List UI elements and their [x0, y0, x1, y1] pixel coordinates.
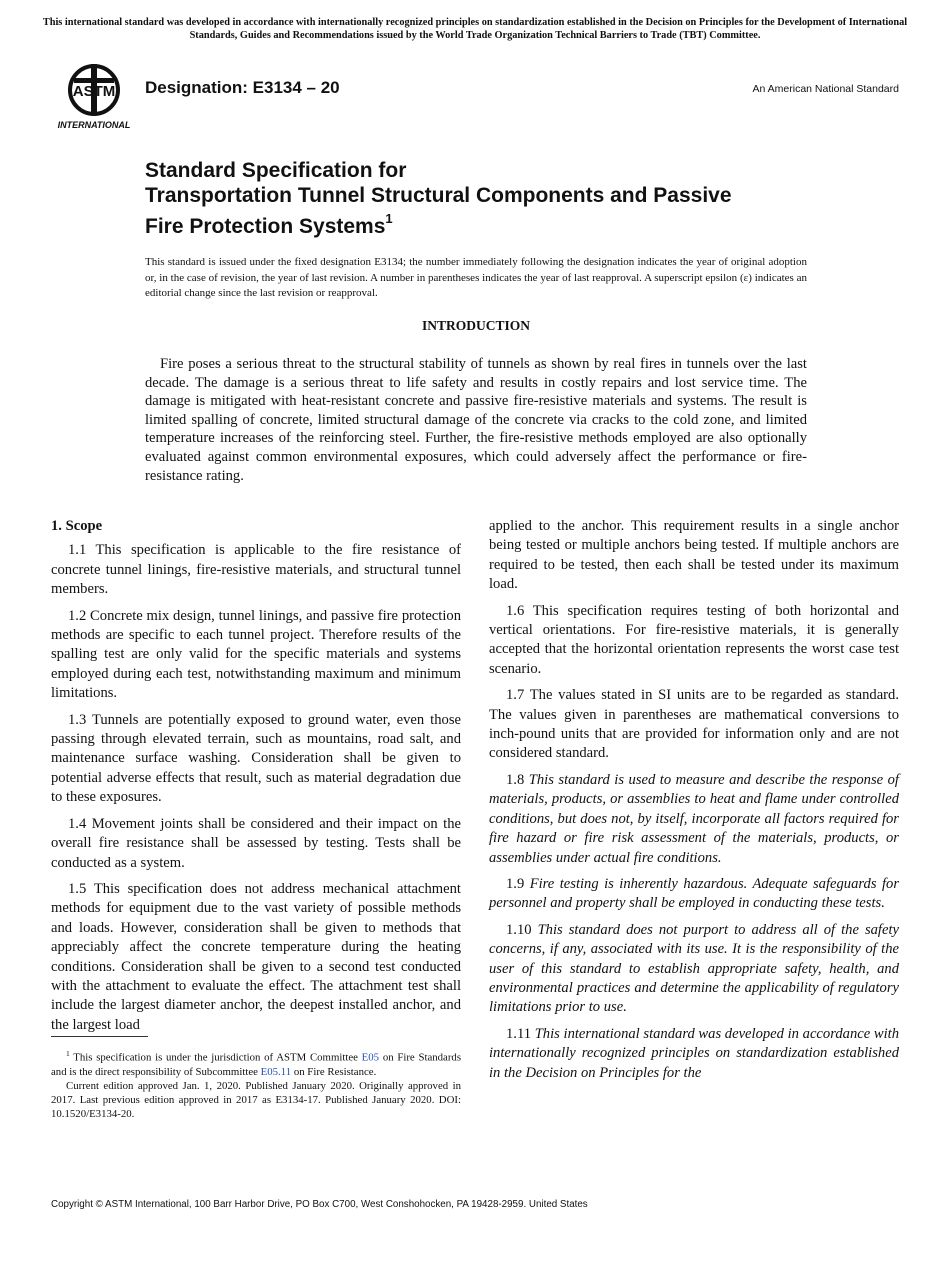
- paragraph-1-10-number: 1.10: [506, 921, 532, 938]
- introduction-text: Fire poses a serious threat to the structural stability of tunnels as shown by real fires in tunnels over the last decade. The damage is a serious threat to life safety and results in costly repairs and lost service time. The damage is mitigated with heat-resistant concrete and passive fire-resistive materials and systems. The result is limited spalling of concrete, limited structural damage of the concrete via cracks to the cold zone, and limited temperature increases of the reinforcing steel. Further, the fire-resistive methods employed are also optionally evaluated against common environmental exposures, which could adversely affect the performance or fire-resistance rating.: [145, 356, 807, 484]
- footnote-edition: Current edition approved Jan. 1, 2020. Published January 2020. Originally approved in 2017. Last previous edition approved in 2017 as E3134-17. Published January 2020. DOI: 10.1520/E3134-20.: [51, 1080, 461, 1121]
- paragraph-1-8-number: 1.8: [506, 771, 525, 788]
- title-line-2: Transportation Tunnel Structural Components and Passive: [145, 184, 732, 207]
- title-footnote-mark: 1: [385, 211, 393, 226]
- footnote-1: [51, 1047, 461, 1079]
- title-line-1: Standard Specification for: [145, 159, 407, 182]
- paragraph-1-10-text: This standard does not purport to address all of the safety concerns, if any, associated with its use. It is the responsibility of the user of this standard to establish appropriate safety, health, and environmental practices and determine the applicability of regulatory limitations prior to use.: [489, 921, 899, 1016]
- svg-text:ASTM: ASTM: [72, 83, 116, 100]
- paragraph-1-1: 1.1 This specification is applicable to the fire resistance of concrete tunnel linings, fire-resistive materials, and structural tunnel members.: [51, 542, 461, 598]
- paragraph-1-8-text: This standard is used to measure and describe the response of materials, products, or assemblies to heat and flame under controlled conditions, but does not, by itself, incorporate all factors required for fire hazard or fire risk assessment of the materials, products, or assemblies under actual fire conditions.: [489, 771, 899, 866]
- designation-label: Designation: E3134 – 20: [145, 78, 340, 97]
- scope-heading: 1. Scope: [51, 518, 103, 534]
- footnote-1-mark: 1: [66, 1049, 70, 1058]
- introduction-heading: INTRODUCTION: [421, 318, 530, 333]
- paragraph-1-9: [489, 875, 899, 914]
- paragraph-1-6: 1.6 This specification requires testing of both horizontal and vertical orientations. For fire-resistive materials, it is generally accepted that the horizontal orientation represents the worst case test scenario.: [489, 602, 899, 677]
- subcommittee-e05-11-link[interactable]: E05.11: [260, 1065, 292, 1078]
- paragraph-1-9-number: 1.9: [506, 875, 525, 892]
- copyright-line: Copyright © ASTM International, 100 Barr Harbor Drive, PO Box C700, West Conshohocken, PA 19428-2959. United States: [51, 1199, 588, 1210]
- paragraph-1-2: 1.2 Concrete mix design, tunnel linings, and passive fire protection methods are specific to each tunnel project. Therefore results of the spalling test are only valid for the specific materials and systems employed during each test, notwithstanding maximum and minimum limitations.: [51, 607, 461, 702]
- document-title: [145, 158, 845, 239]
- footnote-1-text-a: This specification is under the jurisdiction of ASTM Committee: [73, 1051, 358, 1064]
- astm-logo: [52, 60, 136, 132]
- logo-wordmark: INTERNATIONAL: [57, 120, 131, 130]
- footnote-1-text-c: on Fire Resistance.: [293, 1065, 377, 1078]
- footnotes: [51, 1047, 461, 1122]
- paragraph-1-4: 1.4 Movement joints shall be considered and their impact on the overall fire resistance shall be assessed by testing. Tests shall be conducted as a system.: [51, 815, 461, 871]
- committee-e05-link[interactable]: E05: [361, 1051, 380, 1064]
- paragraph-1-11-number: 1.11: [506, 1025, 531, 1042]
- right-column: [489, 517, 899, 1090]
- paragraph-1-11-text: This international standard was developed in accordance with internationally recognized principles on standardization established in the Decision on Principles for the: [489, 1025, 900, 1081]
- paragraph-1-10: [489, 921, 899, 1018]
- left-column: [51, 517, 461, 1042]
- paragraph-1-9-text: Fire testing is inherently hazardous. Adequate safeguards for personnel and property shall be employed in conducting these tests.: [489, 875, 899, 912]
- astm-logo-graphic: [70, 64, 118, 114]
- american-national-standard-label: An American National Standard: [752, 83, 899, 95]
- paragraph-1-3: 1.3 Tunnels are potentially exposed to ground water, even those passing through elevated terrain, such as mountains, road salt, and maintenance surface washing. Consideration shall be given to potential adverse effects that result, such as material degradation due to these exposures.: [51, 711, 461, 806]
- title-line-3: Fire Protection Systems: [145, 215, 386, 238]
- international-standard-notice: This international standard was developed in accordance with internationally recognized principles on standardization established in the Decision on Principles for the Development of International Standards, Guides and Recommendations issued by the World Trade Organization Technical Barriers to Trade (TBT) Committee.: [42, 17, 908, 41]
- paragraph-1-8: [489, 771, 899, 868]
- paragraph-1-11: [489, 1025, 899, 1083]
- footnote-divider: [51, 1036, 148, 1037]
- paragraph-1-5: 1.5 This specification does not address mechanical attachment methods for equipment due to the vast variety of possible methods and loads. However, consideration shall be given to methods that appreciably affect the concrete temperature during the heating conditions. Consideration shall be given to a second test conducted with the attachment to evaluate the effect. The attachment test shall include the largest diameter anchor, the deepest installed anchor, and the largest load: [51, 880, 461, 1033]
- footnote-1-text-b: on Fire Standards and is the direct responsibility of Subcommittee: [51, 1051, 462, 1078]
- issued-under-note: This standard is issued under the fixed designation E3134; the number immediately following the designation indicates the year of original adoption or, in the case of revision, the year of last revision. A number in parentheses indicates the year of last reapproval. A superscript epsilon (ε) indicates an editorial change since the last revision or reapproval.: [145, 256, 807, 299]
- paragraph-1-5-continued: applied to the anchor. This requirement results in a single anchor being tested or multiple anchors being tested. If multiple anchors are required to be tested, then each shall be tested under its maximum load.: [489, 518, 899, 593]
- paragraph-1-7: 1.7 The values stated in SI units are to be regarded as standard. The values given in parentheses are mathematical conversions to inch-pound units that are provided for information only and are not considered standard.: [489, 687, 899, 762]
